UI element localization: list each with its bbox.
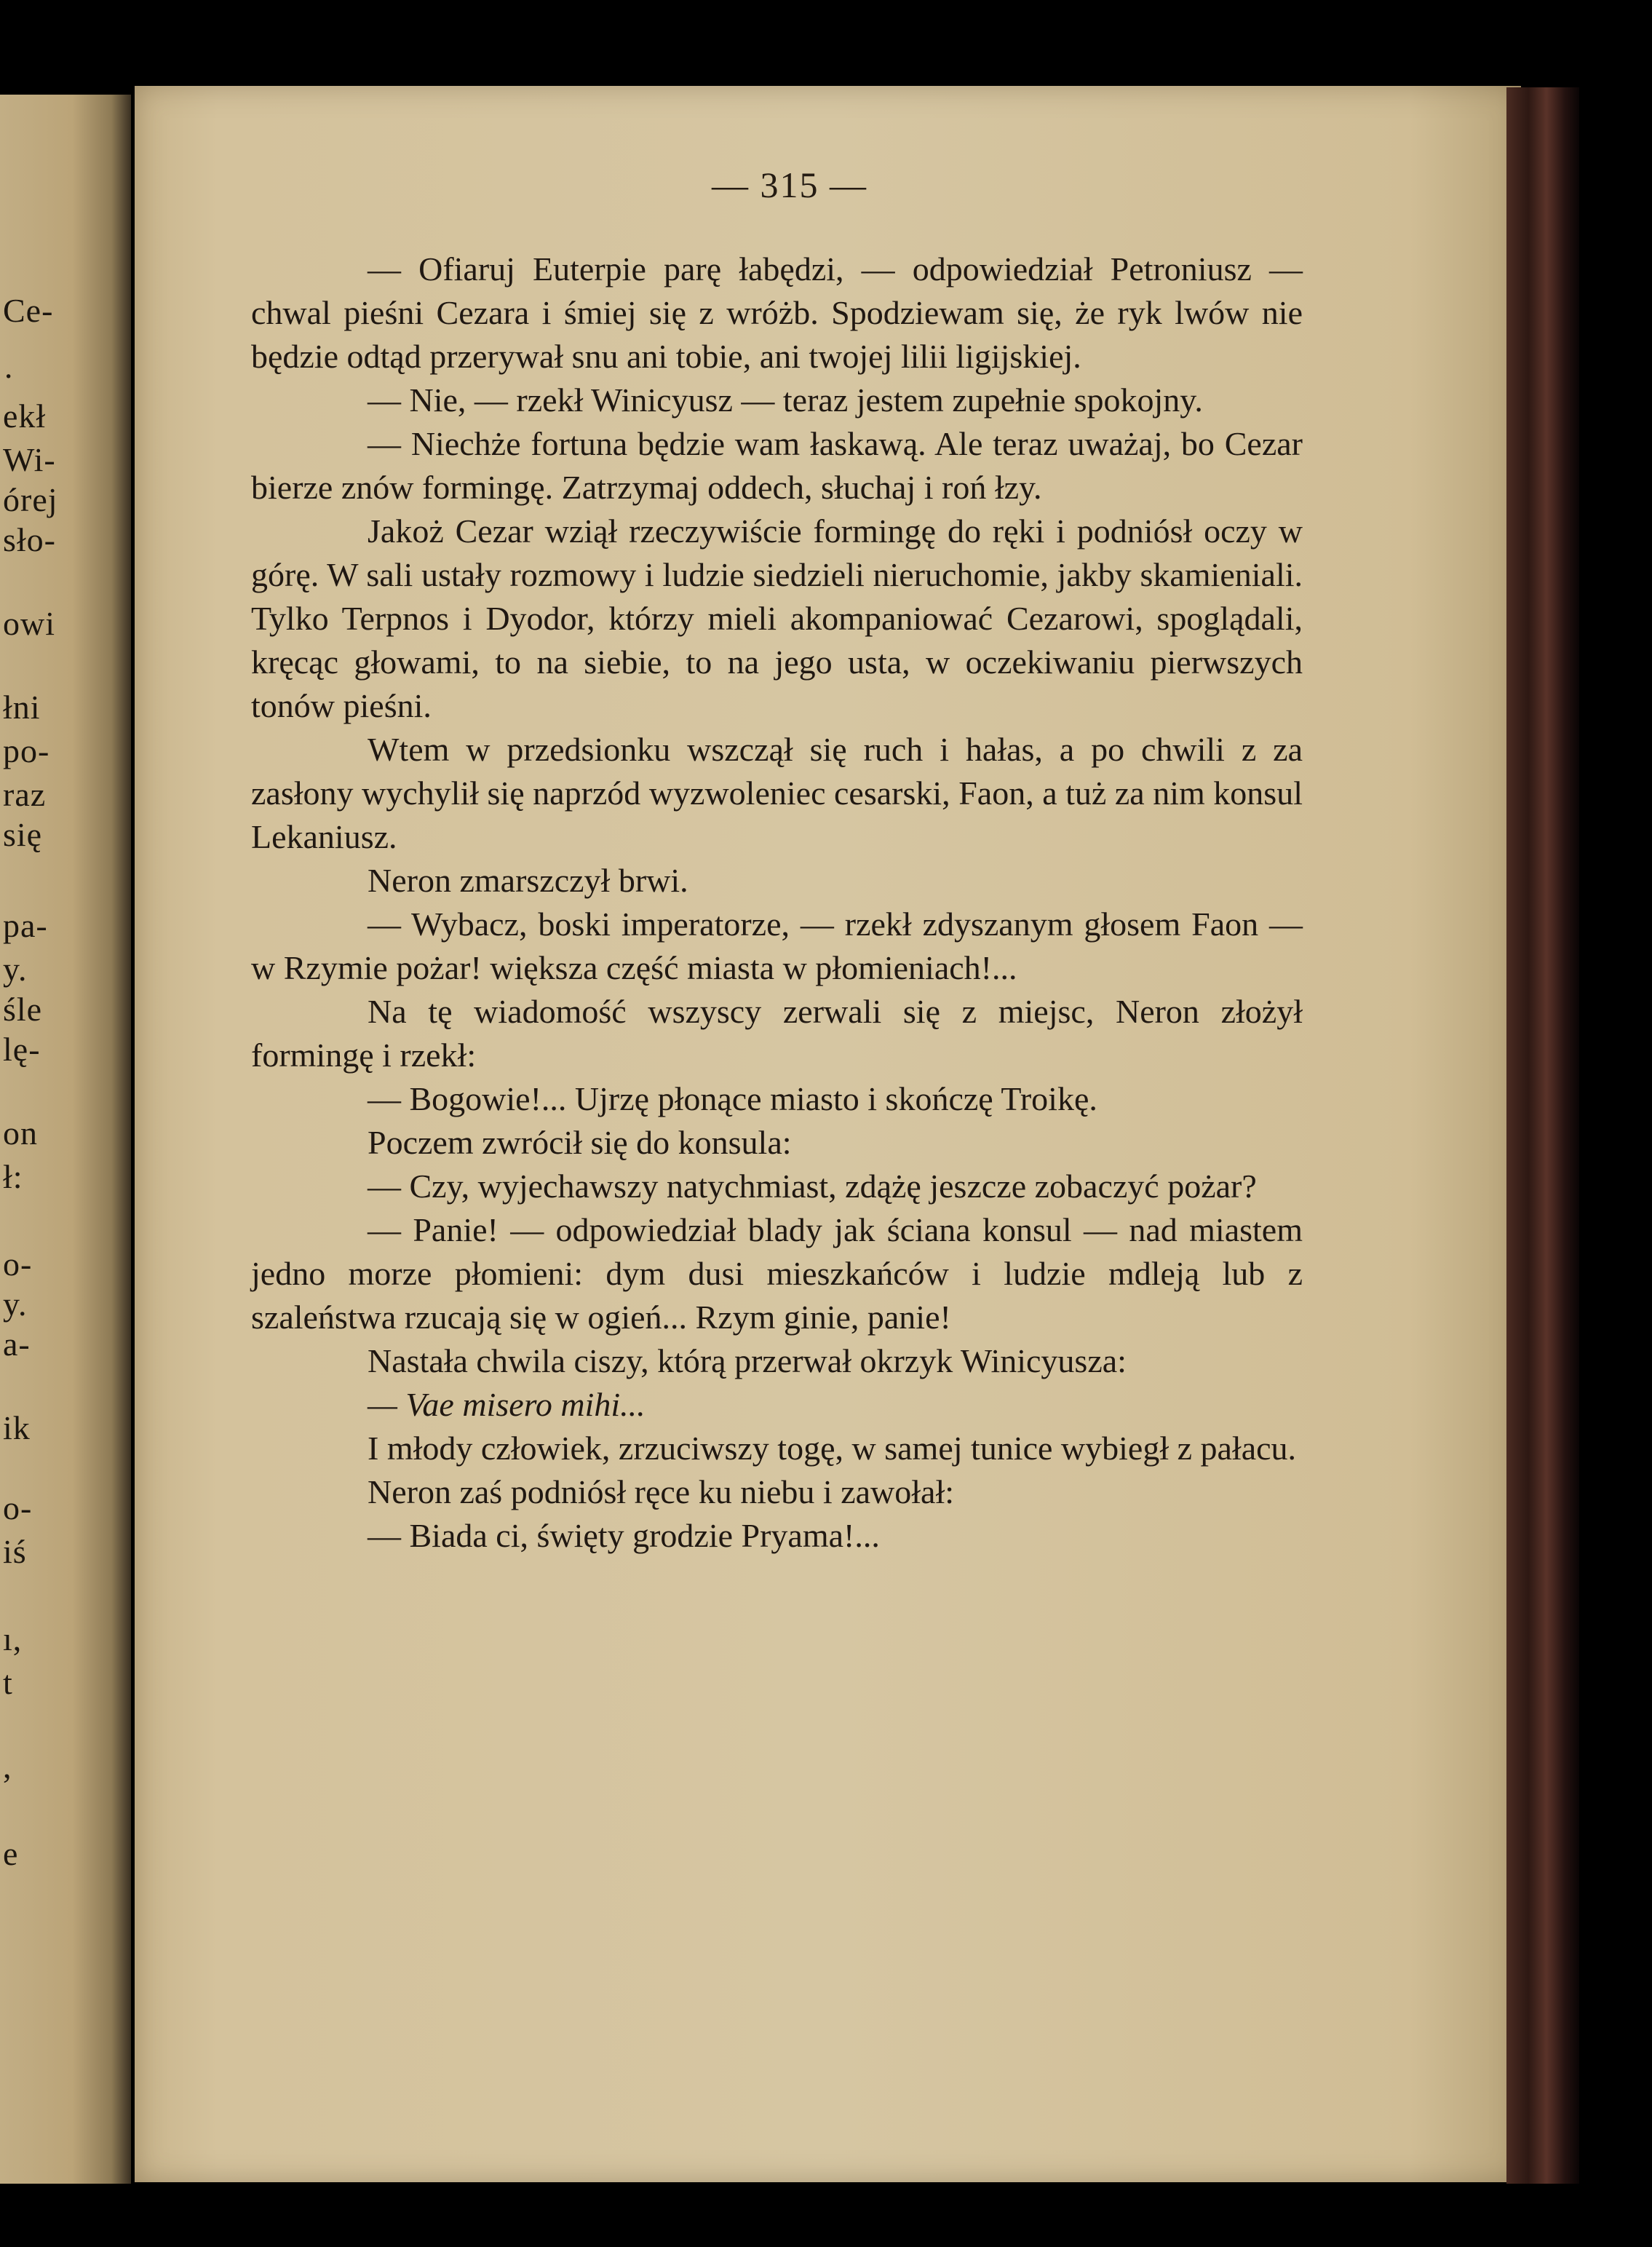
- paragraph: — Wybacz, boski imperatorze, — rzekł zdyszanym głosem Faon — w Rzymie pożar! większa część miasta w płomieniach!...: [251, 905, 1303, 986]
- left-page-fragment: ·: [3, 357, 15, 395]
- paragraph: — Ofiaruj Euterpie parę łabędzi, — odpowiedział Petroniusz — chwal pieśni Cezara i śmiej się z wróżb. Spodziewam się, że ryk lwów nie będzie odtąd przerywał snu ani tobie, ani twojej lilii ligijskiej.: [251, 250, 1303, 375]
- left-page-fragment: śle: [3, 991, 43, 1028]
- paragraph: — Niechże fortuna będzie wam łaskawą. Ale teraz uważaj, bo Cezar bierze znów formingę. Zatrzymaj oddech, słuchaj i roń łzy.: [251, 425, 1303, 506]
- left-page-fragment: łni: [3, 689, 41, 726]
- paragraph: Jakoż Cezar wziął rzeczywiście formingę do ręki i podniósł oczy w górę. W sali ustały rozmowy i ludzie siedzieli nieruchomie, jakby skamieniali. Tylko Terpnos i Dyodor, którzy mieli akompaniować Cezarowi, spoglądali, kręcąc głowami, to na siebie, to na jego usta, w oczekiwaniu pierwszych tonów pieśni.: [251, 512, 1303, 724]
- left-page-fragment: t: [3, 1664, 13, 1701]
- paragraph: — Panie! — odpowiedział blady jak ściana konsul — nad miastem jedno morze płomieni: dym dusi mieszkańców i ludzie mdleją lub z szaleństwa rzucają się w ogień... Rzym ginie, panie!: [251, 1211, 1303, 1336]
- left-page-fragment: Wi-: [3, 441, 56, 478]
- left-page-fragment: ekł: [3, 397, 47, 435]
- left-page-fragment: on: [3, 1114, 38, 1152]
- left-page-fragment: Ce-: [3, 292, 54, 329]
- left-page-fragment: ł:: [3, 1158, 23, 1195]
- paragraph: Nastała chwila ciszy, którą przerwał okrzyk Winicyusza:: [368, 1342, 1127, 1379]
- left-page-fragment: lę-: [3, 1031, 41, 1068]
- book-spine: [1506, 87, 1579, 2184]
- left-page-fragment: o-: [3, 1489, 33, 1526]
- left-page-fragment: się: [3, 816, 43, 853]
- paragraph: Neron zmarszczył brwi.: [368, 862, 688, 899]
- left-page-fragment: raz: [3, 776, 47, 813]
- paragraph: — Bogowie!... Ujrzę płonące miasto i skończę Troikę.: [368, 1080, 1097, 1117]
- paragraph: Neron zaś podniósł ręce ku niebu i zawołał:: [368, 1473, 955, 1510]
- left-page-fragment: pa-: [3, 907, 48, 944]
- left-page-fragment: ik: [3, 1409, 31, 1446]
- paragraph: — Biada ci, święty grodzie Pryama!...: [368, 1517, 880, 1554]
- left-page-fragment: po-: [3, 732, 50, 769]
- left-page-fragment: sło-: [3, 521, 56, 558]
- left-page-fragment: a-: [3, 1325, 31, 1363]
- left-page-fragment: y.: [3, 951, 28, 988]
- paragraph: Na tę wiadomość wszyscy zerwali się z miejsc, Neron złożył formingę i rzekł:: [251, 993, 1303, 1074]
- paragraph: — Czy, wyjechawszy natychmiast, zdążę jeszcze zobaczyć pożar?: [368, 1168, 1257, 1205]
- page-text: [251, 247, 1303, 1558]
- left-page-fragment: ı,: [3, 1620, 23, 1657]
- page-number: — 315 —: [712, 165, 867, 205]
- left-page-fragment: órej: [3, 481, 58, 518]
- left-page-edge: [0, 95, 131, 2184]
- left-page-fragment: e: [3, 1835, 19, 1872]
- left-page-fragment: iś: [3, 1533, 27, 1570]
- left-page-fragment: owi: [3, 605, 55, 642]
- paragraph: I młody człowiek, zrzuciwszy togę, w samej tunice wybiegł z pałacu.: [368, 1430, 1297, 1467]
- paragraph: Poczem zwrócił się do konsula:: [368, 1124, 792, 1161]
- left-page-fragment: ,: [3, 1748, 12, 1785]
- paragraph-latin-quote: — Vae misero mihi...: [368, 1386, 646, 1423]
- paragraph: Wtem w przedsionku wszczął się ruch i hałas, a po chwili z za zasłony wychylił się naprzód wyzwoleniec cesarski, Faon, a tuż za nim konsul Lekaniusz.: [251, 731, 1303, 855]
- paragraph: — Nie, — rzekł Winicyusz — teraz jestem zupełnie spokojny.: [368, 381, 1203, 419]
- left-page-fragment: o-: [3, 1245, 33, 1283]
- left-page-fragment: y.: [3, 1285, 28, 1323]
